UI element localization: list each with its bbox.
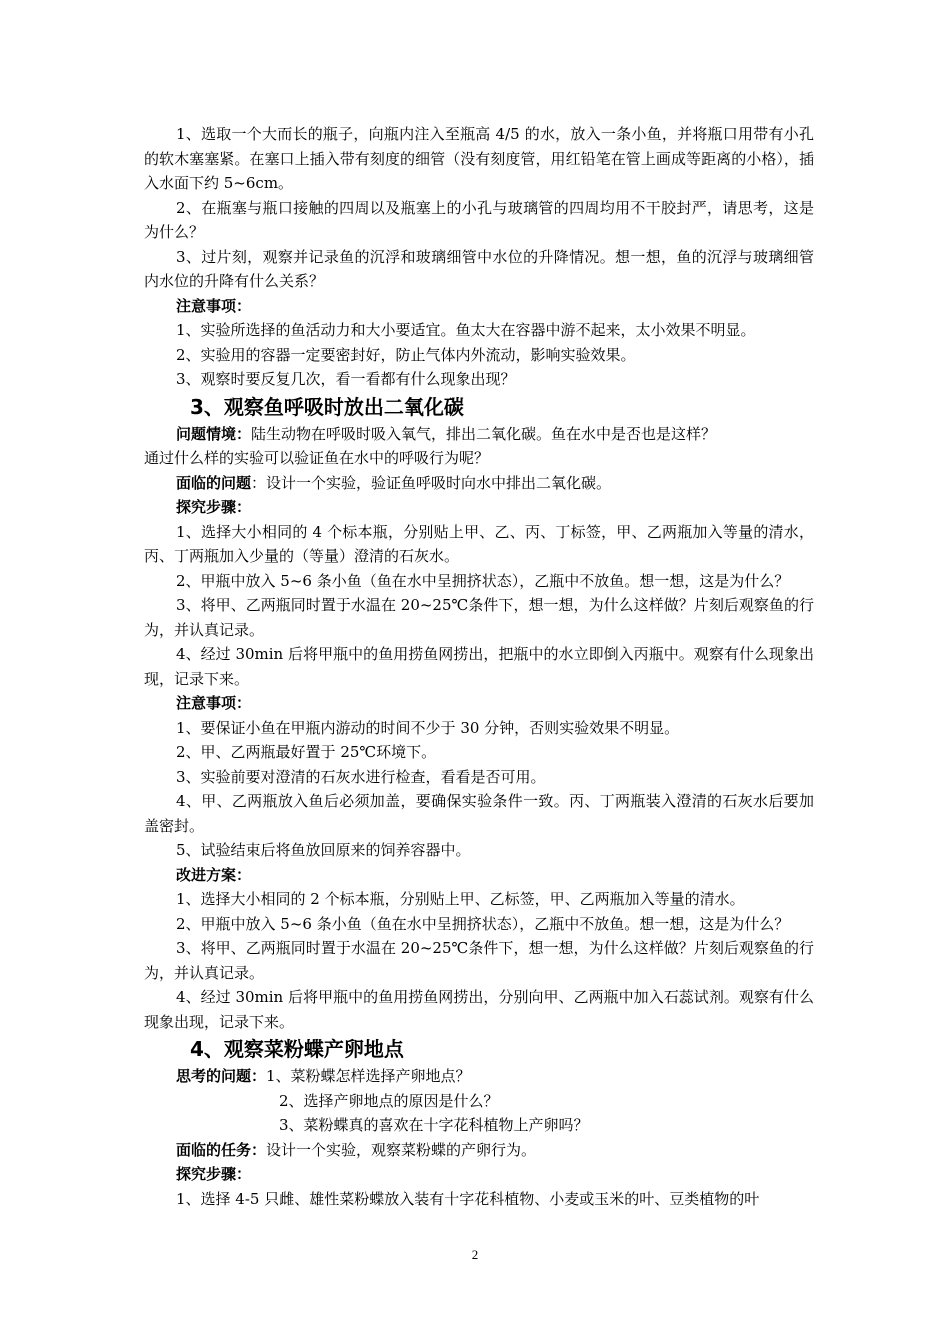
section3-problem: [144, 471, 814, 496]
section4-question-2: 2、选择产卵地点的原因是什么？: [279, 1091, 499, 1110]
improve-label: 改进方案：: [176, 865, 252, 884]
problem-text: ：设计一个实验，验证鱼呼吸时向水中排出二氧化碳。: [251, 473, 612, 492]
section4-question-3: 3、菜粉蝶真的喜欢在十字花科植物上产卵吗？: [279, 1116, 589, 1134]
section3-step-1: 1、选择大小相同的 4 个标本瓶，分别贴上甲、乙、丙、丁标签，甲、乙两瓶加入等量的清水，丙、丁两瓶加入少量的（等量）澄清的石灰水。: [144, 522, 814, 565]
section3-situation-cont: 通过什么样的实验可以验证鱼在水中的呼吸行为呢？: [144, 449, 490, 467]
section3-title: 3、观察鱼呼吸时放出二氧化碳: [190, 394, 464, 419]
notes-label: 注意事项：: [176, 296, 252, 315]
task-text: 设计一个实验，观察菜粉蝶的产卵行为。: [266, 1140, 537, 1159]
situation-label: 问题情境：: [176, 424, 252, 443]
page-content: [144, 122, 814, 1211]
situation-text: 陆生动物在呼吸时吸入氧气，排出二氧化碳。鱼在水中是否也是这样？: [251, 424, 717, 443]
section3-step-2: 2、甲瓶中放入 5~6 条小鱼（鱼在水中呈拥挤状态），乙瓶中不放鱼。想一想，这是为什么？: [176, 571, 790, 590]
section3-note-1: 1、要保证小鱼在甲瓶内游动的时间不少于 30 分钟，否则实验效果不明显。: [176, 718, 680, 737]
section2-note-1: 1、实验所选择的鱼活动力和大小要适宜。鱼太大在容器中游不起来，太小效果不明显。: [176, 321, 756, 339]
section3-note-3: 3、实验前要对澄清的石灰水进行检查，看看是否可用。: [176, 767, 546, 786]
section3-note-4: 4、甲、乙两瓶放入鱼后必须加盖，要确保实验条件一致。丙、丁两瓶装入澄清的石灰水后要加盖密封。: [144, 792, 814, 835]
steps-label: 探究步骤：: [176, 1165, 252, 1183]
section3-improve-3: 3、将甲、乙两瓶同时置于水温在 20~25℃条件下，想一想，为什么这样做？片刻后观察鱼的行为，并认真记录。: [144, 939, 814, 982]
page-number: 2: [471, 1247, 479, 1262]
section2-step-2: 2、在瓶塞与瓶口接触的四周以及瓶塞上的小孔与玻璃管的四周均用不干胶封严，请思考，这是为什么？: [144, 198, 814, 241]
section2-note-3: 3、观察时要反复几次，看一看都有什么现象出现？: [176, 370, 516, 388]
section3-note-5: 5、试验结束后将鱼放回原来的饲养容器中。: [176, 841, 471, 859]
questions-label: 思考的问题：: [176, 1067, 267, 1085]
section3-improve-4: 4、经过 30min 后将甲瓶中的鱼用捞鱼网捞出，分别向甲、乙两瓶中加入石蕊试剂。观察有什么现象出现，记录下来。: [144, 988, 814, 1031]
section3-step-3: 3、将甲、乙两瓶同时置于水温在 20~25℃条件下，想一想，为什么这样做？片刻后观察鱼的行为，并认真记录。: [144, 596, 814, 639]
section3-improve-heading: [144, 863, 814, 888]
section3-improve-2: 2、甲瓶中放入 5~6 条小鱼（鱼在水中呈拥挤状态），乙瓶中不放鱼。想一想，这是为什么？: [176, 914, 790, 933]
section3-steps-heading: [144, 495, 814, 520]
section3-note-2: 2、甲、乙两瓶最好置于 25℃环境下。: [176, 743, 437, 761]
section2-step-3: 3、过片刻，观察并记录鱼的沉浮和玻璃细管中水位的升降情况。想一想，鱼的沉浮与玻璃细管内水位的升降有什么关系？: [144, 247, 814, 290]
section2-note-2: 2、实验用的容器一定要密封好，防止气体内外流动，影响实验效果。: [176, 345, 636, 364]
problem-label: 面临的问题: [176, 473, 252, 492]
steps-label: 探究步骤：: [176, 498, 252, 516]
section3-improve-1: 1、选择大小相同的 2 个标本瓶，分别贴上甲、乙标签，甲、乙两瓶加入等量的清水。: [176, 890, 745, 908]
task-label: 面临的任务：: [176, 1140, 267, 1159]
question-text: 1、菜粉蝶怎样选择产卵地点？: [266, 1067, 471, 1085]
section3-situation: [144, 422, 814, 447]
section3-notes-heading: [144, 691, 814, 716]
section4-question-1: [144, 1064, 814, 1089]
section2-step-1: 1、选取一个大而长的瓶子，向瓶内注入至瓶高 4/5 的水，放入一条小鱼，并将瓶口用带有小孔的软木塞塞紧。在塞口上插入带有刻度的细管（没有刻度管，用红铅笔在管上画成等距离的小格），插入水面下约 5~6cm。: [144, 125, 814, 192]
section3-step-4: 4、经过 30min 后将甲瓶中的鱼用捞鱼网捞出，把瓶中的水立即倒入丙瓶中。观察有什么现象出现，记录下来。: [144, 645, 814, 688]
section4-steps-heading: [144, 1162, 814, 1187]
section4-task: [144, 1138, 814, 1163]
section2-notes-heading: [144, 294, 814, 319]
section4-step-1: 1、选择 4-5 只雌、雄性菜粉蝶放入装有十字花科植物、小麦或玉米的叶、豆类植物的叶: [176, 1189, 760, 1208]
notes-label: 注意事项：: [176, 694, 252, 712]
section4-title: 4、观察菜粉蝶产卵地点: [190, 1037, 404, 1061]
